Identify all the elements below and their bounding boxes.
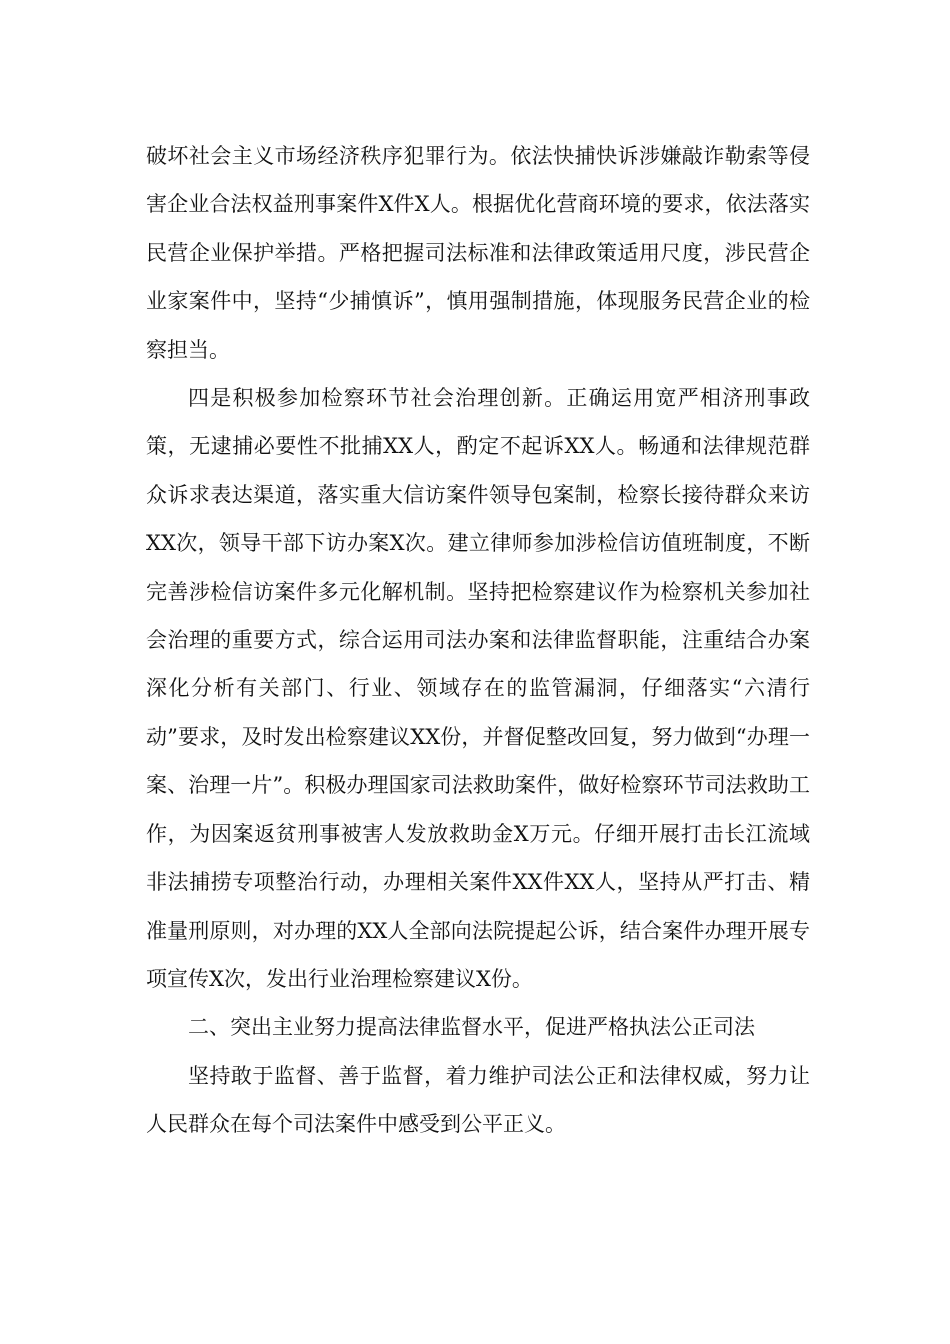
section-heading: 二、突出主业努力提高法律监督水平，促进严格执法公正司法	[188, 1015, 755, 1040]
body-paragraph-social-governance: 四是积极参加检察环节社会治理创新。正确运用宽严相济刑事政策，无逮捕必要性不批捕XX人，酌定不起诉XX人。畅通和法律规范群众诉求表达渠道，落实重大信访案件领导包案制，检察长接待群众来访XX次，领导干部下访办案X次。建立律师参加涉检信访值班制度，不断完善涉检信访案件多元化解机制。坚持把检察建议作为检察机关参加社会治理的重要方式，综合运用司法办案和法律监督职能，注重结合办案深化分析有关部门、行业、领域存在的监管漏洞，仔细落实“六清行动”要求，及时发出检察建议XX份，并督促整改回复，努力做到“办理一案、治理一片”。积极办理国家司法救助案件，做好检察环节司法救助工作，为因案返贫刑事被害人发放救助金X万元。仔细开展打击长江流域非法捕捞专项整治行动，办理相关案件XX件XX人，坚持从严打击、精准量刑原则，对办理的XX人全部向法院提起公诉，结合案件办理开展专项宣传X次，发出行业治理检察建议X份。	[146, 386, 810, 991]
body-paragraph-supervision: 坚持敢于监督、善于监督，着力维护司法公正和法律权威，努力让人民群众在每个司法案件中感受到公平正义。	[146, 1063, 810, 1137]
body-paragraph-continued: 破坏社会主义市场经济秩序犯罪行为。依法快捕快诉涉嫌敲诈勒索等侵害企业合法权益刑事案件X件X人。根据优化营商环境的要求，依法落实民营企业保护举措。严格把握司法标准和法律政策适用尺度，涉民营企业家案件中，坚持“少捕慎诉”，慎用强制措施，体现服务民营企业的检察担当。	[146, 144, 810, 362]
document-body	[146, 132, 810, 1149]
